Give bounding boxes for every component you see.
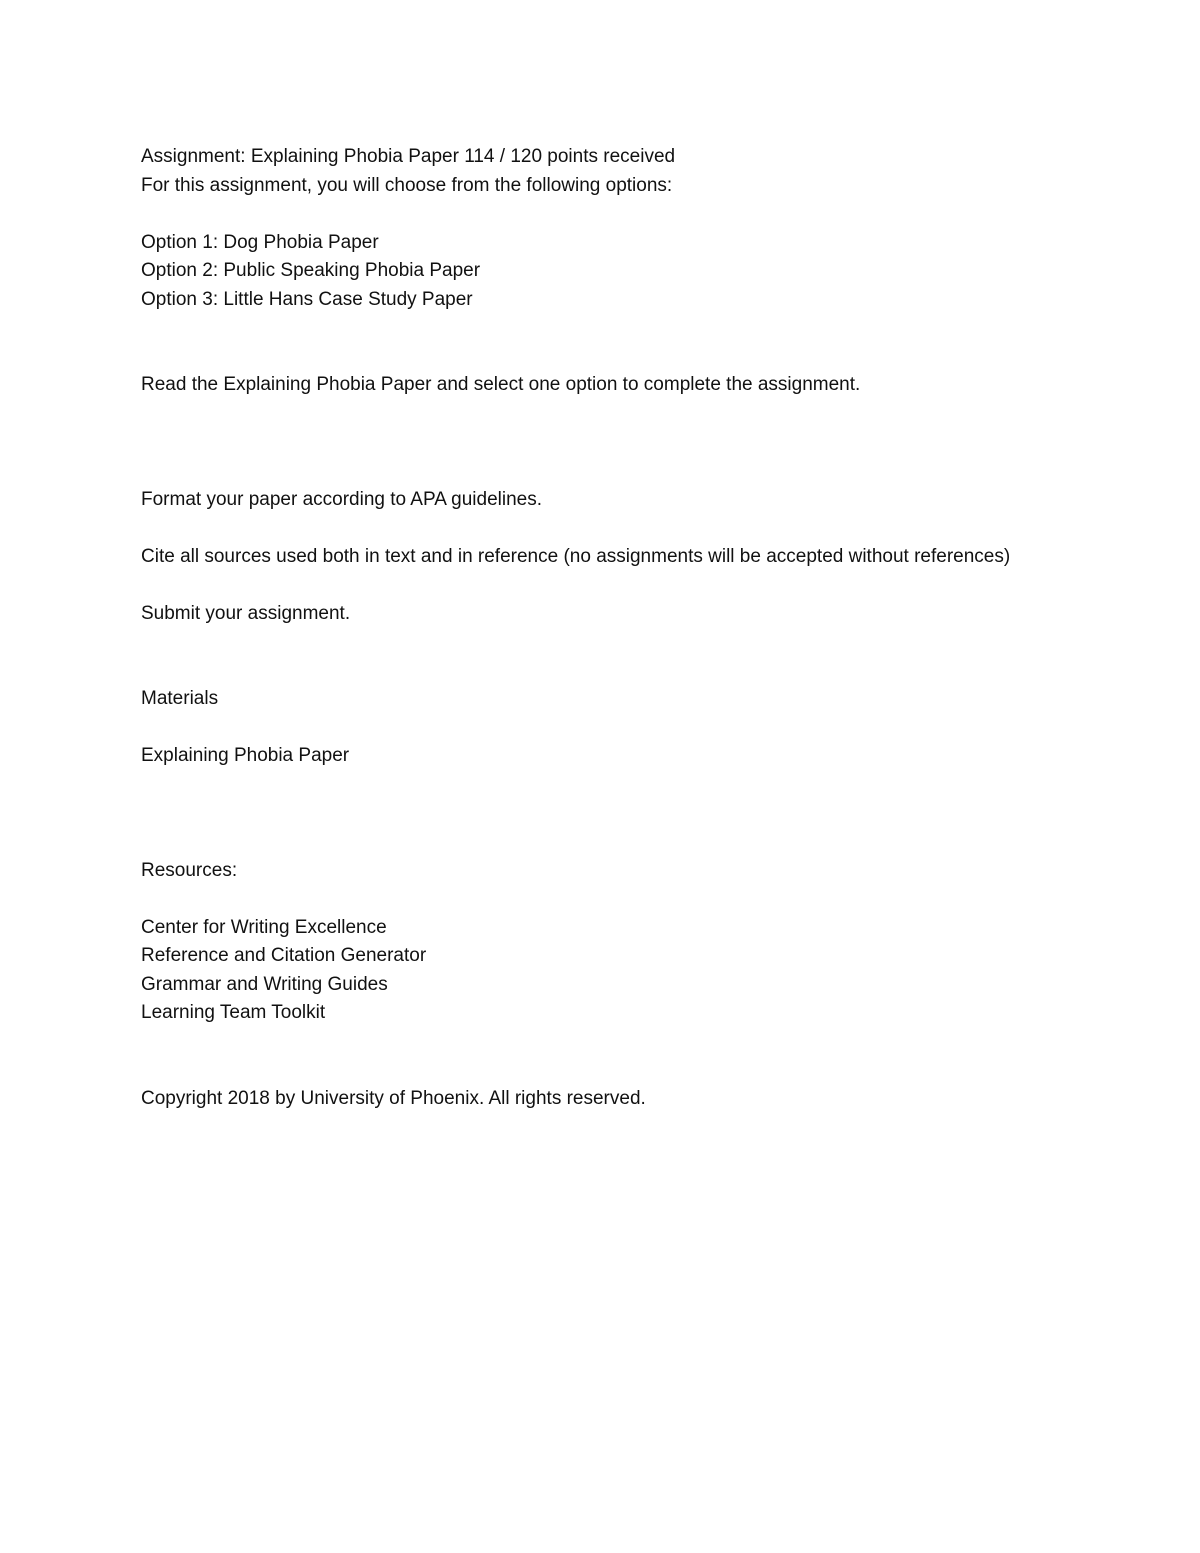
- resource-item: Reference and Citation Generator: [141, 945, 427, 966]
- materials-heading: Materials: [141, 688, 219, 709]
- submit-instruction: Submit your assignment.: [141, 602, 351, 624]
- resources-list: [141, 914, 1121, 1028]
- cite-instruction: Cite all sources used both in text and in reference (no assignments will be accepted without references): [141, 545, 1011, 567]
- option-item: Option 3: Little Hans Case Study Paper: [141, 288, 473, 310]
- option-item: Option 2: Public Speaking Phobia Paper: [141, 260, 481, 281]
- assignment-intro: For this assignment, you will choose from the following options:: [141, 174, 673, 196]
- resource-item: Learning Team Toolkit: [141, 1002, 326, 1023]
- document-body: [141, 143, 1121, 1113]
- resource-item: Center for Writing Excellence: [141, 916, 387, 938]
- assignment-header: Assignment: Explaining Phobia Paper 114 / 120 points received: [141, 146, 676, 167]
- resource-item: Grammar and Writing Guides: [141, 973, 388, 995]
- materials-item: Explaining Phobia Paper: [141, 745, 350, 766]
- options-list: [141, 229, 1121, 315]
- option-item: Option 1: Dog Phobia Paper: [141, 231, 379, 253]
- read-instruction: Read the Explaining Phobia Paper and select one option to complete the assignment.: [141, 374, 861, 395]
- format-instruction: Format your paper according to APA guidelines.: [141, 488, 542, 510]
- resources-heading: Resources:: [141, 859, 238, 881]
- copyright-notice: Copyright 2018 by University of Phoenix. All rights reserved.: [141, 1087, 646, 1109]
